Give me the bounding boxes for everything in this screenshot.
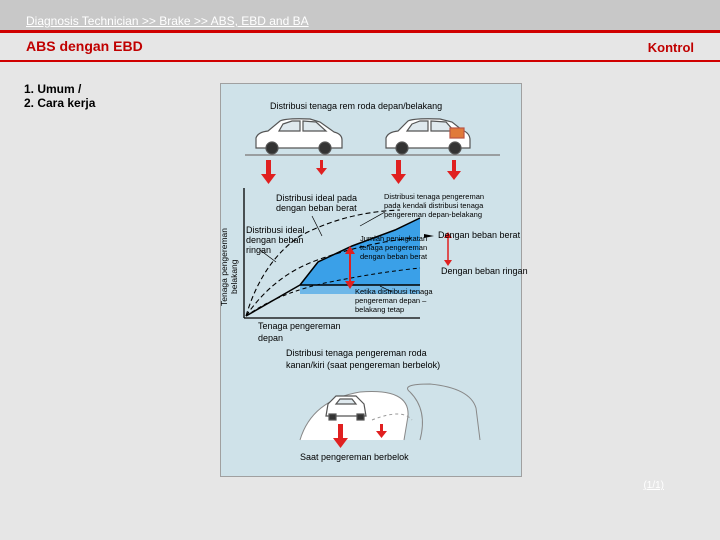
increase-line1: Jumlah peningkatan bbox=[360, 234, 428, 243]
y-axis-label bbox=[219, 228, 239, 306]
sidebar-item-umum[interactable]: 1. Umum / bbox=[24, 82, 82, 96]
car-light-load-icon bbox=[256, 119, 342, 154]
page-title: ABS dengan EBD bbox=[26, 38, 143, 54]
figure-title: Distribusi tenaga rem roda depan/belakang bbox=[270, 101, 443, 111]
sidebar-item-cara-kerja[interactable]: 2. Cara kerja bbox=[24, 96, 96, 110]
fixed-line1: Ketika distribusi tenaga bbox=[355, 287, 433, 296]
ebd-label bbox=[384, 192, 484, 219]
ideal-light-line3: ringan bbox=[246, 245, 272, 255]
ideal-heavy-line2: dengan beban berat bbox=[276, 203, 357, 213]
increase-label bbox=[360, 234, 427, 261]
ebd-line1: Distribusi tenaga pengereman bbox=[384, 192, 485, 201]
ebd-line3: pengereman depan-belakang bbox=[384, 210, 482, 219]
light-load-label: Dengan beban ringan bbox=[441, 266, 528, 276]
kontrol-button[interactable]: Kontrol bbox=[647, 40, 694, 55]
increase-line2: tenaga pengereman bbox=[360, 243, 428, 252]
x-axis-label bbox=[258, 320, 341, 344]
ideal-light-line1: Distribusi ideal bbox=[246, 225, 305, 235]
heavy-load-label: Dengan beban berat bbox=[438, 230, 521, 240]
ideal-heavy-label bbox=[276, 193, 357, 213]
x-axis-label-line1: Tenaga pengereman bbox=[258, 321, 341, 331]
lr-distribution-title bbox=[286, 347, 440, 371]
ideal-heavy-line1: Distribusi ideal pada bbox=[276, 193, 358, 203]
breadcrumb[interactable]: Diagnosis Technician >> Brake >> ABS, EBD and BA bbox=[26, 14, 309, 28]
ebd-line2: pada kendali distribusi tenaga bbox=[384, 201, 484, 210]
car-cornering-icon bbox=[326, 396, 366, 420]
cornering-caption: Saat pengereman berbelok bbox=[300, 452, 409, 462]
increase-line3: dengan beban berat bbox=[360, 252, 428, 261]
x-axis-label-line2: depan bbox=[258, 333, 284, 343]
page-indicator-link[interactable]: (1/1) bbox=[643, 480, 664, 491]
ideal-light-label bbox=[246, 225, 305, 255]
fixed-distribution-label bbox=[355, 287, 433, 314]
car-heavy-load-icon bbox=[386, 119, 470, 154]
lr-title-line1: Distribusi tenaga pengereman roda bbox=[286, 348, 427, 358]
brake-force-arrows bbox=[261, 160, 461, 184]
y-axis-label-line1: Tenaga pengereman bbox=[219, 228, 229, 306]
fixed-line2: pengereman depan – bbox=[355, 296, 427, 305]
fixed-line3: belakang tetap bbox=[355, 305, 405, 314]
lr-title-line2: kanan/kiri (saat pengereman berbelok) bbox=[286, 360, 441, 370]
y-axis-label-line2: belakang bbox=[229, 259, 239, 294]
ideal-light-line2: dengan beban bbox=[246, 235, 304, 245]
